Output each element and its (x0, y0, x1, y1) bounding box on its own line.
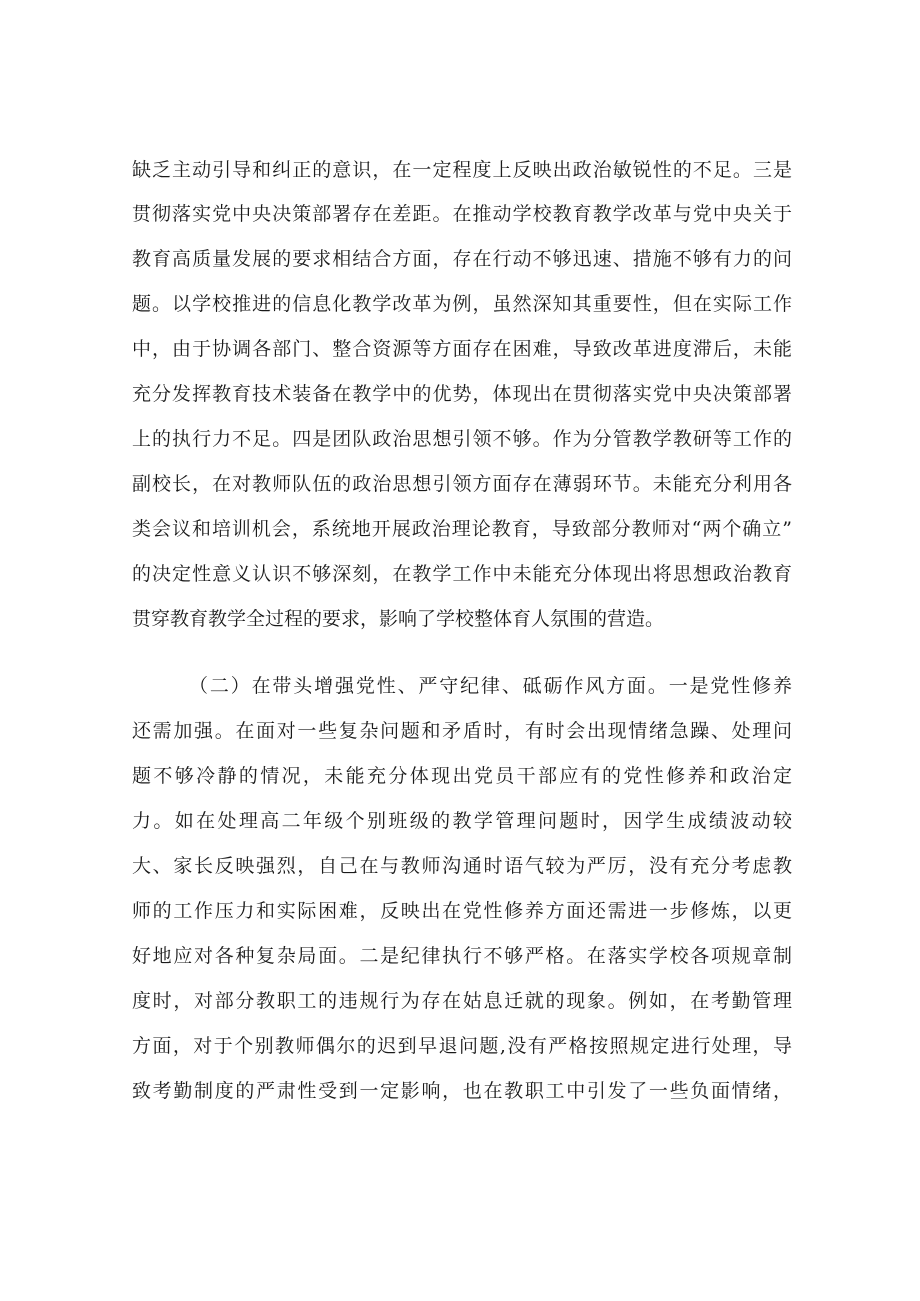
text-line: 致考勤制度的严肃性受到一定影响，也在教职工中引发了一些负面情绪， (132, 1080, 792, 1102)
text-line: 好地应对各种复杂局面。二是纪律执行不够严格。在落实学校各项规章制 (132, 945, 792, 967)
text-line: 贯穿教育教学全过程的要求，影响了学校整体育人氛围的营造。 (132, 608, 665, 630)
text-line: 度时，对部分教职工的违规行为存在姑息迁就的现象。例如，在考勤管理 (132, 990, 792, 1012)
text-line: 充分发挥教育技术装备在教学中的优势，体现出在贯彻落实党中央决策部署 (132, 383, 792, 405)
text-line: 师的工作压力和实际困难，反映出在党性修养方面还需进一步修炼，以更 (132, 900, 792, 922)
text-line: 上的执行力不足。四是团队政治思想引领不够。作为分管教学教研等工作的 (132, 428, 792, 450)
text-line: 类会议和培训机会，系统地开展政治理论教育，导致部分教师对“两个确立” (132, 518, 792, 540)
text-line: 还需加强。在面对一些复杂问题和矛盾时，有时会出现情绪急躁、处理问 (132, 720, 792, 742)
text-line: 中，由于协调各部门、整合资源等方面存在困难，导致改革进度滞后，未能 (132, 338, 792, 360)
text-line: 题不够冷静的情况，未能充分体现出党员干部应有的党性修养和政治定 (132, 765, 792, 787)
text-line: 的决定性意义认识不够深刻，在教学工作中未能充分体现出将思想政治教育 (132, 563, 792, 585)
text-line: 大、家长反映强烈，自己在与教师沟通时语气较为严厉，没有充分考虑教 (132, 855, 792, 877)
text-line: 贯彻落实党中央决策部署存在差距。在推动学校教育教学改革与党中央关于 (132, 203, 792, 225)
text-line: 方面，对于个别教师偶尔的迟到早退问题,没有严格按照规定进行处理，导 (132, 1035, 792, 1057)
text-line: 力。如在处理高二年级个别班级的教学管理问题时，因学生成绩波动较 (132, 810, 792, 832)
text-line: 题。以学校推进的信息化教学改革为例，虽然深知其重要性，但在实际工作 (132, 293, 792, 315)
section-heading-line: （二）在带头增强党性、严守纪律、砥砺作风方面。一是党性修养 (189, 675, 792, 697)
text-line: 教育高质量发展的要求相结合方面，存在行动不够迅速、措施不够有力的问 (132, 248, 792, 270)
text-line: 副校长，在对教师队伍的政治思想引领方面存在薄弱环节。未能充分利用各 (132, 473, 792, 495)
text-line: 缺乏主动引导和纠正的意识，在一定程度上反映出政治敏锐性的不足。三是 (132, 159, 792, 181)
